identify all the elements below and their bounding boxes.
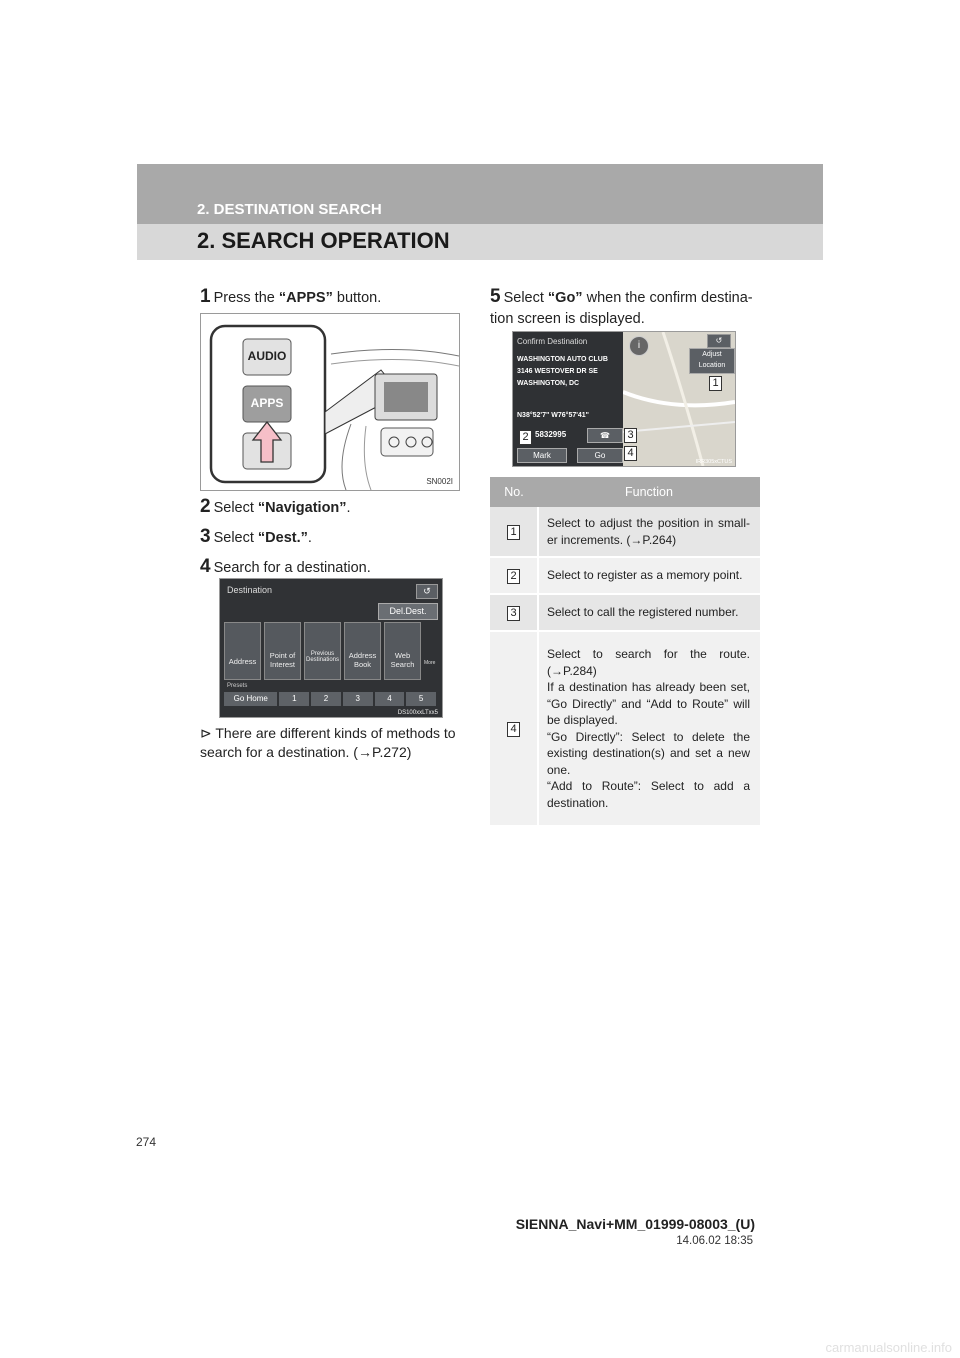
bullet-icon: ⊳ [200,725,212,741]
back-icon: ↺ [707,334,731,348]
page-number: 274 [136,1135,157,1149]
screen-title: Destination [227,585,273,595]
column-header-no: No. [490,477,538,507]
bullet-note: ⊳ There are different kinds of methods to search for a destination. (→P.272) [200,725,456,760]
figure-destination-screen [219,578,443,718]
audio-button: AUDIO [247,349,287,363]
back-icon: ↺ [416,584,438,599]
section-label: 2. DESTINATION SEARCH [197,201,382,218]
column-header-function: Function [538,477,760,507]
print-timestamp: 14.06.02 18:35 [676,1235,753,1247]
tile-more: More [424,660,436,666]
screen-title: Confirm Destination [517,337,588,346]
figure-apps-button [200,313,460,491]
step-1: 1 Press the “APPS” button. [200,286,382,307]
call-button: ☎ [587,428,623,443]
figure-code: SN002I [426,477,453,486]
step-3: 3 Select “Dest.”. [200,526,312,547]
table-row: 4 Select to search for the route. (→P.284) If a destination has already been set, “Go Directly” and “Add to Route” will be displayed. “Go Directly”: Select to delete the existing destination(s) and set a new one. “Add to Route”: Select to add a destination. [490,631,760,825]
del-dest-button: Del.Dest. [378,603,438,620]
tile-address-book: Address Book [344,622,381,680]
coordinates: N38°52'7" W76°57'41" [517,412,589,419]
adjust-location-button: Adjust Location [689,348,735,374]
table-row: 2 Select to register as a memory point. [490,557,760,594]
figure-confirm-destination [512,331,736,467]
step-4: 4 Search for a destination. [200,556,371,577]
dashboard-illustration [201,314,459,490]
figure-code: IRR305xCTUS [695,459,732,465]
tile-web-search: Web Search [384,622,421,680]
info-icon: i [629,336,649,356]
tile-address: Address [224,622,261,680]
step-5: 5 Select “Go” when the confirm destina-tion screen is displayed. [490,286,753,327]
callout-4: 4 [624,446,637,461]
apps-button: APPS [250,396,284,410]
step-number: 1 [200,286,211,307]
destination-address: WASHINGTON AUTO CLUB 3146 WESTOVER DR SE WASHINGTON, DC [517,356,608,387]
step-2: 2 Select “Navigation”. [200,496,351,517]
document-id: SIENNA_Navi+MM_01999-08003_(U) [515,1216,755,1232]
go-button: Go [577,448,623,463]
destination-tiles [224,622,436,680]
phone-number: 5832995 [535,430,567,439]
table-row: 3 Select to call the registered number. [490,594,760,631]
figure-code: DS100xxLTxx5 [397,710,438,716]
page-title: 2. SEARCH OPERATION [197,228,450,253]
watermark: carmanualsonline.info [825,1340,952,1355]
tile-previous: Previous Destinations [304,622,341,680]
presets-label: Presets [227,683,248,689]
callout-3: 3 [624,428,637,443]
mark-button: Mark [517,448,567,463]
callout-2: 2 [519,430,532,445]
table-row: 1 Select to adjust the position in small-er increments. (→P.264) [490,507,760,557]
callout-1: 1 [709,376,722,391]
tile-poi: Point of Interest [264,622,301,680]
function-table [490,477,760,825]
preset-buttons: Go Home 1 2 3 4 5 [224,692,436,706]
